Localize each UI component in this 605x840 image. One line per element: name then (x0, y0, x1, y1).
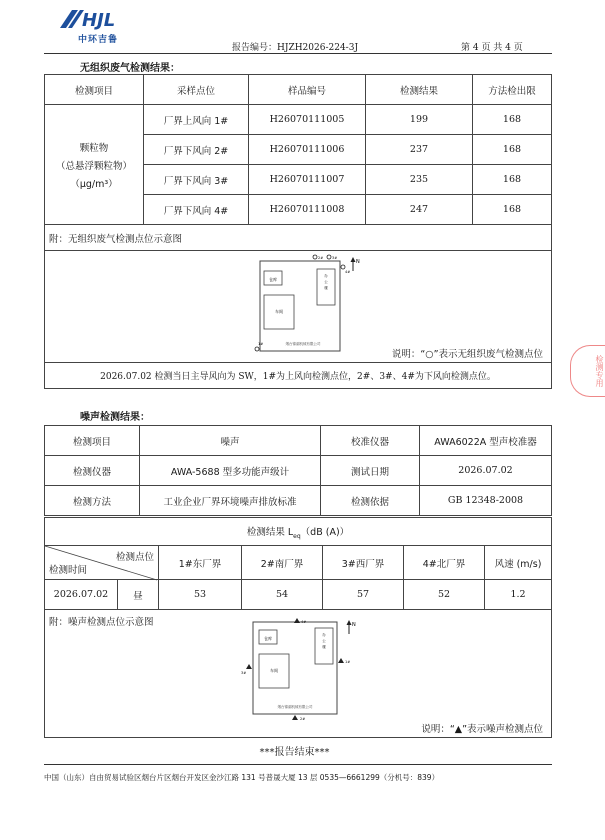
footer-address: 中国（山东）自由贸易试验区烟台片区烟台开发区金沙江路 131 号普晟大厦 13 层 0535—6661299（分机号：839） (44, 773, 440, 782)
noise-info-table (44, 425, 552, 516)
report-number: 报告编号：HJZH2026-224-3J (232, 43, 359, 53)
info-key: 检测依据 (321, 486, 420, 516)
noise-value: 53 (159, 580, 242, 610)
air-legend: 说明：“○”表示无组织废气检测点位 (391, 349, 543, 360)
info-value: AWA6022A 型声校准器 (420, 426, 552, 456)
svg-text:2#: 2# (300, 717, 306, 721)
svg-text:2#: 2# (318, 256, 324, 260)
table-row (45, 580, 552, 610)
info-value: 噪声 (140, 426, 321, 456)
noise-site-map (239, 618, 359, 722)
info-value: AWA-5688 型多功能声级计 (140, 456, 321, 486)
air-point: 厂界下风向 4# (144, 195, 249, 225)
svg-text:楼: 楼 (324, 286, 328, 290)
svg-text:办: 办 (324, 274, 328, 278)
noise-value: 52 (404, 580, 485, 610)
air-header-item: 检测项目 (45, 75, 144, 105)
svg-text:3#: 3# (332, 256, 338, 260)
air-limit: 168 (473, 195, 552, 225)
svg-text:N: N (356, 259, 360, 265)
air-results-table (44, 74, 552, 389)
air-result: 199 (366, 105, 473, 135)
air-point: 厂界上风向 1# (144, 105, 249, 135)
svg-text:1#: 1# (258, 342, 264, 346)
svg-text:烟台锦湖机械有限公司: 烟台锦湖机械有限公司 (277, 705, 313, 709)
air-attach-label: 附：无组织废气检测点位示意图 (45, 225, 552, 251)
table-row (45, 105, 552, 135)
noise-value: 57 (323, 580, 404, 610)
air-header-result: 检测结果 (366, 75, 473, 105)
noise-col-header: 风速 (m/s) (485, 546, 552, 580)
air-header-limit: 方法检出限 (473, 75, 552, 105)
svg-text:公: 公 (324, 280, 328, 284)
noise-results-table (44, 517, 552, 738)
svg-text:4#: 4# (301, 620, 307, 624)
info-value: 2026.07.02 (420, 456, 552, 486)
noise-corner-cell (45, 546, 159, 580)
air-section-title: 无组织废气检测结果： (80, 63, 180, 74)
svg-text:车间: 车间 (270, 668, 278, 673)
svg-text:楼: 楼 (322, 645, 326, 649)
air-diagram-cell (45, 251, 552, 363)
company-logo (58, 8, 134, 44)
report-end: ***报告结束*** (259, 747, 330, 758)
table-row (45, 486, 552, 516)
page-number: 第 4 页 共 4 页 (461, 43, 523, 53)
hjl-logo-icon (58, 8, 134, 30)
air-point: 厂界下风向 2# (144, 135, 249, 165)
corner-bottom-label: 检测时间 (49, 565, 88, 576)
info-key: 检测仪器 (45, 456, 140, 486)
noise-value: 54 (242, 580, 323, 610)
table-row (45, 426, 552, 456)
noise-diagram-cell (45, 610, 552, 738)
air-site-map (255, 255, 365, 359)
info-key: 校准仪器 (321, 426, 420, 456)
svg-text:烟台锦湖机械有限公司: 烟台锦湖机械有限公司 (285, 342, 321, 346)
noise-col-header: 4#北厂界 (404, 546, 485, 580)
air-limit: 168 (473, 135, 552, 165)
air-result: 237 (366, 135, 473, 165)
air-sample: H26070111008 (249, 195, 366, 225)
air-note: 2026.07.02 检测当日主导风向为 SW，1#为上风向检测点位，2#、3#、4#为下风向检测点位。 (45, 363, 552, 389)
noise-attach-label: 附：噪声检测点位示意图 (49, 617, 154, 628)
svg-text:4#: 4# (345, 270, 351, 274)
noise-value: 1.2 (485, 580, 552, 610)
air-header-sample: 样品编号 (249, 75, 366, 105)
inspection-stamp: 检测专用 (570, 345, 605, 397)
svg-text:车间: 车间 (275, 309, 283, 314)
svg-text:3#: 3# (241, 671, 247, 675)
svg-text:N: N (352, 622, 356, 628)
air-item-cell: 颗粒物 （总悬浮颗粒物） （μg/m³） (45, 105, 144, 225)
info-key: 测试日期 (321, 456, 420, 486)
air-result: 247 (366, 195, 473, 225)
air-header-point: 采样点位 (144, 75, 249, 105)
noise-section-title: 噪声检测结果： (80, 412, 150, 423)
noise-col-header: 2#南厂界 (242, 546, 323, 580)
svg-text:公: 公 (322, 639, 326, 643)
air-limit: 168 (473, 165, 552, 195)
air-limit: 168 (473, 105, 552, 135)
info-key: 检测方法 (45, 486, 140, 516)
info-key: 检测项目 (45, 426, 140, 456)
logo-cn-text: 中环吉鲁 (78, 35, 119, 45)
info-value: GB 12348-2008 (420, 486, 552, 516)
air-point: 厂界下风向 3# (144, 165, 249, 195)
noise-result-caption: 检测结果 $L_{eq}(dB$ (A)） (45, 518, 552, 546)
svg-text:办: 办 (322, 633, 326, 637)
air-sample: H26070111006 (249, 135, 366, 165)
noise-period: 昼 (118, 580, 159, 610)
svg-text:HJL: HJL (82, 10, 116, 31)
noise-date: 2026.07.02 (45, 580, 118, 610)
noise-col-header: 1#东厂界 (159, 546, 242, 580)
noise-col-header: 3#西厂界 (323, 546, 404, 580)
footer-divider (44, 764, 552, 765)
noise-legend: 说明：“▲”表示噪声检测点位 (421, 724, 543, 735)
header-divider (44, 53, 552, 54)
svg-text:仓库: 仓库 (269, 277, 277, 282)
corner-top-label: 检测点位 (115, 552, 154, 563)
svg-text:仓库: 仓库 (264, 636, 272, 641)
air-sample: H26070111007 (249, 165, 366, 195)
info-value: 工业企业厂界环境噪声排放标准 (140, 486, 321, 516)
air-result: 235 (366, 165, 473, 195)
svg-text:1#: 1# (345, 660, 351, 664)
table-row (45, 456, 552, 486)
air-sample: H26070111005 (249, 105, 366, 135)
